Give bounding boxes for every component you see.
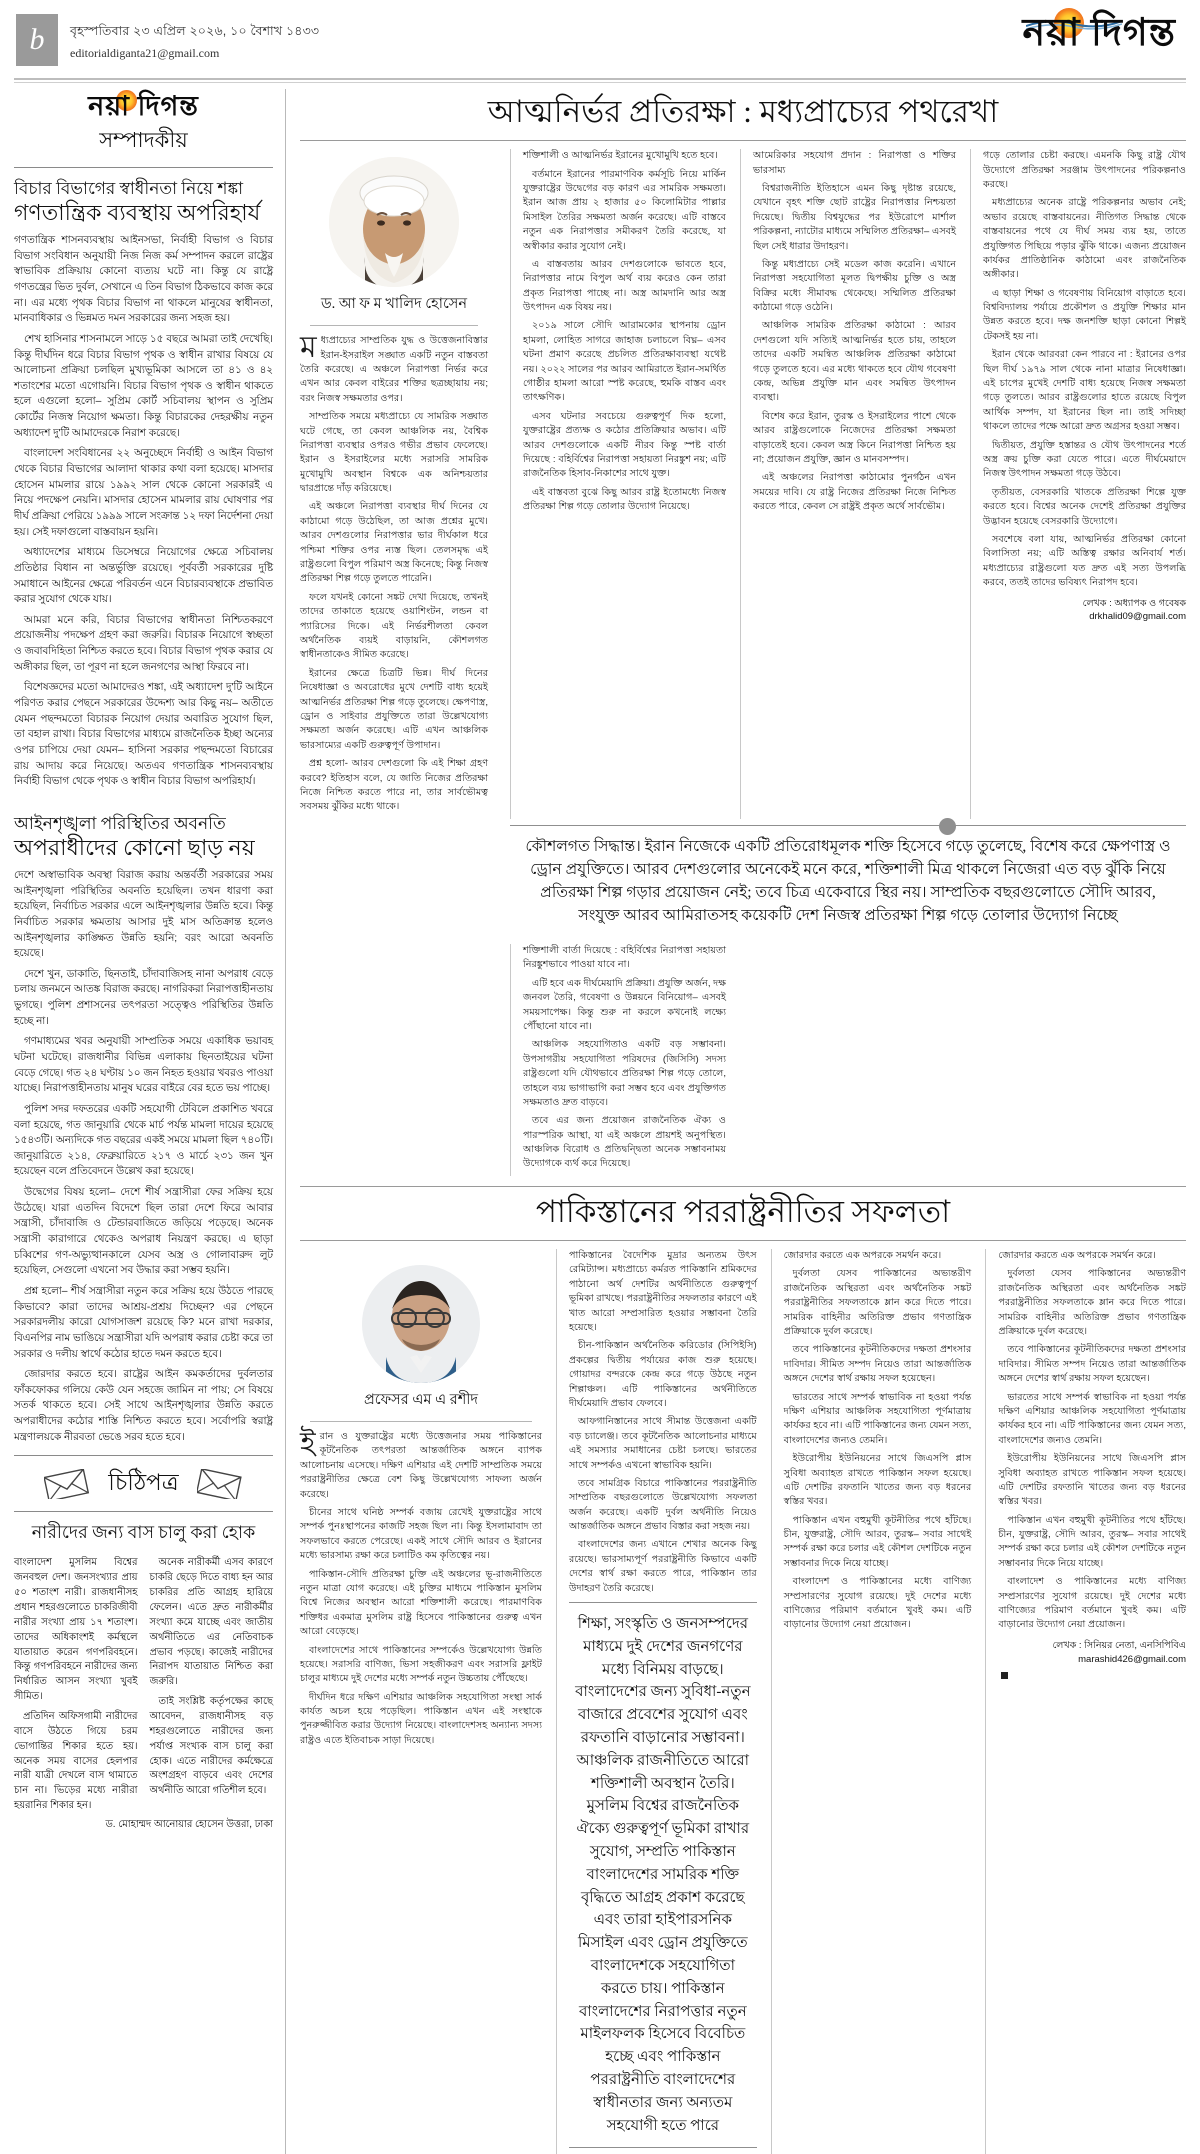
editorial-body <box>14 233 273 790</box>
paragraph: দ্বিতীয়ত, প্রযুক্তি হস্তান্তর ও যৌথ উৎপাদনের শর্তে অস্ত্র ক্রয় চুক্তি করা যেতে পারে। এতে দীর্ঘমেয়াদে নিজস্ব উৎপাদন সক্ষমতা গড়ে উঠবে। <box>983 439 1186 480</box>
brand-name: নয়া দিগন্ত <box>1022 12 1176 54</box>
editorial-section-label: সম্পাদকীয় <box>99 128 188 152</box>
paragraph: এ ছাড়া শিক্ষা ও গবেষণায় বিনিয়োগ বাড়াতে হবে। বিশ্ববিদ্যালয় পর্যায়ে প্রকৌশল ও প্রযুক্তি শিক্ষার মান উন্নত করতে হবে। দক্ষ জনশক্তি ছাড়া কোনো শিল্পই টেকসই হয় না। <box>983 287 1186 342</box>
editorial-item <box>14 813 273 1446</box>
paragraph: বিশ্বরাজনীতি ইতিহাসে এমন কিছু দৃষ্টান্ত রয়েছে, যেখানে বৃহৎ শক্তি ছোট রাষ্ট্রের নিরাপত্তার নিশ্চয়তা দিয়েছে। দ্বিতীয় বিশ্বযুদ্ধের পর ইউরোপে মার্শাল পরিকল্পনা, ন্যাটোর মাধ্যমে সম্মিলিত প্রতিরক্ষা– এসবই ছিল সেই ধারার উদাহরণ। <box>753 182 956 252</box>
paragraph: বাংলাদেশ মুসলিম বিশ্বের জনবহুল দেশ। জনসংখ্যার প্রায় ৫০ শতাংশ নারী। রাজধানীসহ প্রধান শহরগুলোতে চাকরিজীবী নারীর সংখ্যা প্রায় ১৭ শতাংশ। তাদের অধিকাংশই কর্মস্থলে যাতায়াত করেন গণপরিবহনে। কিন্তু গণপরিবহনে নারীদের জন্য নির্ধারিত আসন সংখ্যা খুবই সীমিত। <box>14 1557 138 1703</box>
paragraph: এ বাস্তবতায় আরব দেশগুলোকে ভাবতে হবে, নিরাপত্তার নামে বিপুল অর্থ ব্যয় করেও কেন তারা প্রকৃত নিরাপত্তা পাচ্ছে না। অস্ত্র আমদানি আর অস্ত্র উৎপাদন এক বিষয় নয়। <box>523 258 726 314</box>
paragraph: শক্তিশালী ও আত্মনির্ভর ইরানের মুখোমুখি হতে হবে। <box>523 150 718 162</box>
author-name: ড. আ ফ ম খালিদ হোসেন <box>320 296 468 313</box>
paragraph: ভারতের সাথে সম্পর্ক স্বাভাবিক না হওয়া পর্যন্ত দক্ষিণ এশিয়ার আঞ্চলিক সহযোগিতা পূর্ণমাত্রায় কার্যকর হবে না। এটি পাকিস্তানের জন্য যেমন সত্য, বাংলাদেশের জন্যও তেমনি। <box>783 1391 972 1446</box>
masthead-left <box>16 14 319 66</box>
paragraph: দুর্বলতা যেসব পাকিস্তানের অভ্যন্তরীণ রাজনৈতিক অস্থিরতা এবং অর্থনৈতিক সঙ্কট পররাষ্ট্রনীতির সফলতাকে ম্লান করে দিতে পারে। সামরিক বাহিনীর অতিরিক্ত প্রভাব গণতান্ত্রিক প্রক্রিয়াকে দুর্বল করেছে। <box>998 1268 1186 1337</box>
paragraph: ইরান থেকে আরবরা কেন পারবে না : ইরানের ওপর ছিল দীর্ঘ ১৯৭৯ সাল থেকে নানা মাত্রার নিষেধাজ্ঞা। এই চাপের মুখেই দেশটি বাধ্য হয়েছে নিজস্ব সক্ষমতা গড়ে তুলতে। আরব রাষ্ট্রগুলোর হাতে রয়েছে বিপুল আর্থিক সম্পদ, যা ইরানের ছিল না। তাই সদিচ্ছা থাকলে তাদের পক্ষে আরো দ্রুত অগ্রসর হওয়া সম্ভব। <box>983 349 1186 433</box>
pullquote2-text: শিক্ষা, সংস্কৃতি ও জনসম্পদের মাধ্যমে দুই দেশের জনগণের মধ্যে বিনিময় বাড়ছে। বাংলাদেশের জন্য সুবিধা-নতুন বাজারে প্রবেশের সুযোগ এবং রফতানি বাড়ানোর সম্ভাবনা। আঞ্চলিক রাজনীতিতে আরো শক্তিশালী অবস্থান তৈরি। মুসলিম বিশ্বের রাজনৈতিক ঐক্যে গুরুত্বপূর্ণ ভূমিকা রাখার সুযোগ, সম্প্রতি পাকিস্তান বাংলাদেশের সামরিক শক্তি বৃদ্ধিতে আগ্রহ প্রকাশ করেছে এবং তারা হাইপারসনিক মিসাইল এবং ড্রোন প্রযুক্তিতে বাংলাদেশকে সহযোগিতা করতে চায়। পাকিস্তান বাংলাদেশের নিরাপত্তার নতুন মাইলফলক হিসেবে বিবেচিত হচ্ছে এবং পাকিস্তান পররাষ্ট্রনীতি বাংলাদেশের স্বাধীনতার জন্য অন্যতম সহযোগী হতে পারে <box>575 1616 751 2134</box>
paragraph: আমেরিকার সহযোগ প্রদান : নিরাপত্তা ও শক্তির ভারসাম্য <box>753 150 956 176</box>
letter-item <box>14 1520 273 1832</box>
article2-title: পাকিস্তানের পররাষ্ট্রনীতির সফলতা <box>535 1193 951 1229</box>
editorial-body <box>14 868 273 1445</box>
letters-divider-bottom <box>14 1511 273 1512</box>
paragraph: চীনের সাথে ঘনিষ্ঠ সম্পর্ক বজায় রেখেই যুক্তরাষ্ট্রের সাথে সম্পর্ক পুনঃস্থাপনের কাজটি সহজ ছিল না। কিন্তু ইসলামাবাদ তা সফলভাবে করতে পেরেছে। একই সাথে সৌদি আরব ও ইরানের মধ্যে ভারসাম্য রক্ষা করে চলাটিও কম কৃতিত্বের নয়। <box>300 1507 542 1562</box>
author-contact-email: marashid426@gmail.com <box>1078 1653 1186 1665</box>
paragraph: আঞ্চলিক সহযোগিতাও একটি বড় সম্ভাবনা। উপসাগরীয় সহযোগিতা পরিষদের (জিসিসি) সদস্য রাষ্ট্রগুলো যদি যৌথভাবে প্রতিরক্ষা শিল্প গড়ে তোলে, তাহলে ব্যয় ভাগাভাগি করা সম্ভব হবে এবং প্রযুক্তিগত সক্ষমতাও দ্রুত বাড়বে। <box>523 1039 726 1108</box>
paragraph: এটি হবে এক দীর্ঘমেয়াদি প্রক্রিয়া। প্রযুক্তি অর্জন, দক্ষ জনবল তৈরি, গবেষণা ও উন্নয়নে বিনিয়োগ– এসবই সময়সাপেক্ষ। কিন্তু শুরু না করলে কখনোই লক্ষ্যে পৌঁছানো যাবে না। <box>523 977 726 1032</box>
byline-divider <box>310 325 478 326</box>
letters-divider-top <box>14 1455 273 1456</box>
editorial-column <box>14 89 286 2154</box>
paragraph: জোরদার করতে এক অপরকে সমর্থন করে। <box>998 1250 1156 1262</box>
pullquote-rule-top <box>510 825 1186 826</box>
paragraph: বিশেষজ্ঞদের মতো আমাদেরও শঙ্কা, এই অধ্যাদেশ দু'টি আইনে পরিণত করার পেছনে সরকারের উদ্দেশ্য আর কিছু নয়– অতীতে যেমন পছন্দমতো বিচারক নিয়োগ দেয়ার অবারিত সুযোগ ছিল, তা বহাল রাখা। বিচার বিভাগের মাধ্যমে রাজনৈতিক ইচ্ছা অন্যের ওপর চাপিয়ে দেয়া যেমন– হাসিনা সরকার পছন্দমতো বিচারের রায় আদায় করে নিয়েছে। অতএব গণতান্ত্রিক শাসনব্যবস্থায় নির্বাহী বিভাগ থেকে পৃথক ও স্বাধীন বিচার বিভাগ অপরিহার্য। <box>14 682 273 788</box>
end-mark-icon <box>1001 1672 1008 1679</box>
article2-divider-top <box>300 1186 1186 1187</box>
paragraph: ফলে যখনই কোনো সঙ্কট দেখা দিয়েছে, তখনই তাদের তাকাতে হয়েছে ওয়াশিংটন, লন্ডন বা প্যারিসের দিকে। এই নির্ভরশীলতা কেবল অর্থনৈতিক ব্যয়ই বাড়ায়নি, কৌশলগত স্বাধীনতাকেও সীমিত করেছে। <box>300 591 488 661</box>
brand-logo <box>1022 14 1176 52</box>
paragraph: তবে পাকিস্তানের কূটনীতিকদের দক্ষতা প্রশংসার দাবিদার। সীমিত সম্পদ নিয়েও তারা আন্তর্জাতিক অঙ্গনে দেশের স্বার্থ রক্ষায় সফল হয়েছেন। <box>998 1344 1186 1385</box>
paragraph: তাই সংশ্লিষ্ট কর্তৃপক্ষের কাছে আবেদন, রাজধানীসহ বড় শহরগুলোতে নারীদের জন্য পর্যাপ্ত সংখ্যক বাস চালু করা হোক। এতে নারীদের কর্মক্ষেত্রে অংশগ্রহণ বাড়বে এবং দেশের অর্থনীতি আরো গতিশীল হবে। <box>149 1696 273 1797</box>
author-credit: লেখক : অধ্যাপক ও গবেষক <box>1082 597 1186 609</box>
pullquote2-rule-bottom <box>569 2147 757 2148</box>
editorial-brand-name: নয়া দিগন্ত <box>88 91 199 121</box>
paragraph: বাংলাদেশ সংবিধানের ২২ অনুচ্ছেদে নির্বাহী ও আইন বিভাগ থেকে বিচার বিভাগের আলাদা থাকার কথা বলা হয়েছে। মাসদার হোসেন মামলার রায়ে ১৯৯২ সাল থেকে কোনো সরকারই এ নিয়ে পদক্ষেপ নেয়নি। মাসদার হোসেন মামলার রায় ঘোষণার পর দীর্ঘ প্রক্রিয়া পেরিয়ে ১৯৯৯ সালে সংক্রান্ত ১২ দফা নির্দেশনা দেয়া হয়। সেই দফাগুলো বাস্তবায়ন হয়নি। <box>14 448 273 538</box>
envelope-icon <box>44 1469 90 1499</box>
publisher-mark-icon: b <box>16 14 58 66</box>
masthead-dateline <box>70 14 319 61</box>
paragraph: পাকিস্তান এখন বহুমুখী কূটনীতির পথে হাঁটছে। চীন, যুক্তরাষ্ট্র, সৌদি আরব, তুরস্ক– সবার সাথেই সম্পর্ক রক্ষা করে চলার এই কৌশল দেশটিকে নতুন সম্ভাবনার দিকে নিয়ে যাচ্ছে। <box>998 1514 1186 1569</box>
paragraph: আফগানিস্তানের সাথে সীমান্ত উত্তেজনা একটি বড় চ্যালেঞ্জ। তবে কূটনৈতিক আলোচনার মাধ্যমে এই সমস্যার সমাধানের চেষ্টা চলছে। ভারতের সাথে সম্পর্কও এখনো স্বাভাবিক হয়নি। <box>569 1416 757 1471</box>
article-column-2-continued <box>510 944 726 1176</box>
masthead-divider <box>14 78 1186 80</box>
article-title-divider <box>300 140 1186 141</box>
article-column-text <box>523 149 726 514</box>
paragraph: অনেক নারীকর্মী এসব কারণে চাকরি ছেড়ে দিতে বাধ্য হন আর চাকরির প্রতি আগ্রহ হারিয়ে ফেলেন। এতে দ্রুত নারীকর্মীর সংখ্যা কমে যাচ্ছে এবং জাতীয় অর্থনীতিতে এর নেতিবাচক প্রভাব পড়ছে। কাজেই নারীদের নিরাপদ যাতায়াত নিশ্চিত করা জরুরি। <box>149 1557 273 1688</box>
article-byline <box>300 149 496 819</box>
paragraph: শেখ হাসিনার শাসনামলে সাড়ে ১৫ বছরে আমরা তাই দেখেছি। কিন্তু দীর্ঘদিন ধরে বিচার বিভাগ পৃথক ও স্বাধীন রাখার বিষয়ে যে আলোচনা প্রক্রিয়া চলছিল মুখ্যভূমিকা আসলে তা ৪১ ও ৪২ শতাংশের মতো এগোয়নি। বিচার বিভাগ পৃথক ও স্বাধীন থাকতে হলে এগুলো হলো– সুপ্রিম কোর্ট সচিবালয় স্থাপন ও সুপ্রিম কোর্টের নিজস্ব নিয়োগ ক্ষমতা। কিন্তু বিচারকের দেহরক্ষীয় নতুন অধ্যাদেশ দু'টি আমাদেরকে নিরাশ করেছে। <box>14 333 273 439</box>
article2-column-text <box>998 1249 1186 1633</box>
author-footer <box>983 597 1186 625</box>
letter-title: নারীদের জন্য বাস চালু করা হোক <box>31 1522 256 1543</box>
letter-body <box>14 1556 273 1814</box>
paragraph: পাকিস্তান-সৌদি প্রতিরক্ষা চুক্তি এই অঞ্চলের ভূ-রাজনীতিতে নতুন মাত্রা যোগ করেছে। এই চুক্তির মাধ্যমে পাকিস্তান মুসলিম বিশ্বে নিজের অবস্থান আরো শক্তিশালী করেছে। পারমাণবিক শক্তিধর একমাত্র মুসলিম রাষ্ট্র হিসেবে পাকিস্তানের গুরুত্ব এখন আরো বেড়েছে। <box>300 1568 542 1638</box>
author-name: প্রফেসর এম এ রশীদ <box>363 1392 479 1409</box>
byline-divider <box>310 1421 532 1422</box>
pullquote2-rule-top <box>569 1602 757 1603</box>
page-grid <box>14 89 1186 2134</box>
paragraph: ভারতের সাথে সম্পর্ক স্বাভাবিক না হওয়া পর্যন্ত দক্ষিণ এশিয়ার আঞ্চলিক সহযোগিতা পূর্ণমাত্রায় কার্যকর হবে না। এটি পাকিস্তানের জন্য যেমন সত্য, বাংলাদেশের জন্যও তেমনি। <box>998 1391 1186 1446</box>
article-lede <box>300 331 488 815</box>
articles-column <box>286 89 1186 2154</box>
paragraph: ইউরোপীয় ইউনিয়নের সাথে জিএসপি প্লাস সুবিধা অব্যাহত রাখতে পাকিস্তান সফল হয়েছে। এটি দেশটির রফতানি খাতের জন্য বড় ধরনের স্বস্তির খবর। <box>783 1453 972 1508</box>
paragraph: পুলিশ সদর দফতরের একটি সহযোগী টেবিলে প্রকাশিত খবরে বলা হয়েছে, গত জানুয়ারি থেকে মার্চ পর্যন্ত মামলা দায়ের হয়েছে ১৫৪৩টি। অন্যদিকে গত বছরের একই সময়ে মামলা ছিল ৭৪০টি। জানুয়ারিতে ২১৪, ফেব্রুয়ারিতে ২১৭ ও মার্চে ২৩১ জন খুন হয়েছেন বলে প্রতিবেদনে উল্লেখ করা হয়েছে। <box>14 1103 273 1178</box>
article-main <box>300 89 1186 1176</box>
paragraph: এই বাস্তবতা বুঝে কিছু আরব রাষ্ট্র ইতোমধ্যে নিজস্ব প্রতিরক্ষা শিল্প গড়ে তোলার উদ্যোগ নিয়েছে। <box>523 486 726 513</box>
paragraph: দেশে খুন, ডাকাতি, ছিনতাই, চাঁদাবাজিসহ নানা অপরাধ বেড়ে চলায় জনমনে আতঙ্ক বিরাজ করছে। নাগরিকরা নিরাপত্তাহীনতায় ভুগছে। পুলিশ প্রশাসনের তৎপরতা সত্ত্বেও পরিস্থিতির উন্নতি হচ্ছে না। <box>14 968 273 1027</box>
paragraph: জোরদার করতে এক অপরকে সমর্থন করে। <box>783 1250 942 1262</box>
article-column-text <box>983 149 1186 590</box>
pullquote-block <box>510 825 1186 936</box>
paragraph: এই অঞ্চলে নিরাপত্তা ব্যবস্থার দীর্ঘ দিনের যে কাঠামো গড়ে উঠেছিল, তা আজ প্রশ্নের মুখে। আরব দেশগুলোর নিরাপত্তার ভার দীর্ঘকাল ধরে পশ্চিমা শক্তির ওপর ন্যস্ত ছিল। তেলসমৃদ্ধ এই রাষ্ট্রগুলো বিপুল পরিমাণ অস্ত্র কিনেছে; কিন্তু নিজস্ব প্রতিরক্ষা শিল্প গড়ে তুলতে পারেনি। <box>300 501 488 585</box>
author-credit: লেখক : সিনিয়র নেতা, এনসিপিবিএ <box>1052 1639 1186 1651</box>
paragraph: তবে পাকিস্তানের কূটনীতিকদের দক্ষতা প্রশংসার দাবিদার। সীমিত সম্পদ নিয়েও তারা আন্তর্জাতিক অঙ্গনে দেশের স্বার্থ রক্ষায় সফল হয়েছেন। <box>783 1344 972 1385</box>
letters-header <box>14 1462 273 1507</box>
paragraph: প্রশ্ন হলো- আরব দেশগুলো কি এই শিক্ষা গ্রহণ করবে? ইতিহাস বলে, যে জাতি নিজের প্রতিরক্ষা নিজে নিশ্চিত করতে পারে না, তার সার্বভৌমত্ব সবসময় ঝুঁকির মধ্যে থাকে। <box>300 758 488 813</box>
envelope-icon <box>197 1469 243 1499</box>
paragraph: প্রশ্ন হলো– শীর্ষ সন্ত্রাসীরা নতুন করে সক্রিয় হয়ে উঠতে পারছে কিভাবে? কারা তাদের আশ্রয়-প্রশ্রয় দিচ্ছেন? এর পেছনে সরকারদলীয় কারো যোগসাজশ রয়েছে কি? মনে রাখা দরকার, বিএনপির নাম ভাঙিয়ে সন্ত্রাসীরা যদি অপরাধ করার চেষ্টা করে তা সরকার ও দলীয় স্বার্থে কঠোর হাতে দমন করতে হবে। <box>14 1285 273 1360</box>
paragraph: শক্তিশালী বার্তা দিয়েছে : বহির্বিশ্বের নিরাপত্তা সহায়তা নিরঙ্কুশভাবে পাওয়া যাবে না। <box>523 945 726 971</box>
paragraph: দুর্বলতা যেসব পাকিস্তানের অভ্যন্তরীণ রাজনৈতিক অস্থিরতা এবং অর্থনৈতিক সঙ্কট পররাষ্ট্রনীতির সফলতাকে ম্লান করে দিতে পারে। সামরিক বাহিনীর অতিরিক্ত প্রভাব গণতান্ত্রিক প্রক্রিয়াকে দুর্বল করেছে। <box>783 1268 972 1337</box>
paragraph: তবে সামগ্রিক বিচারে পাকিস্তানের পররাষ্ট্রনীতি সাম্প্রতিক বছরগুলোতে উল্লেখযোগ্য সফলতা অর্জন করেছে। একটি দুর্বল অর্থনীতি নিয়েও আন্তর্জাতিক অঙ্গনে প্রভাব বিস্তার করা সহজ নয়। <box>569 1477 757 1533</box>
article2-column-3 <box>771 1249 972 2154</box>
author-portrait <box>329 157 459 287</box>
paragraph: তবে এর জন্য প্রয়োজন রাজনৈতিক ঐক্য ও পারস্পরিক আস্থা, যা এই অঞ্চলে প্রায়শই অনুপস্থিত। আঞ্চলিক বিরোধ ও প্রতিদ্বন্দ্বিতা অনেক সম্ভাবনাময় উদ্যোগকে ব্যর্থ করে দিয়েছে। <box>523 1115 726 1170</box>
paragraph: এই অঞ্চলের নিরাপত্তা কাঠামোর পুনর্গঠন এখন সময়ের দাবি। যে রাষ্ট্র নিজের প্রতিরক্ষা নিজে নিশ্চিত করতে পারে, কেবল সে রাষ্ট্রই প্রকৃত অর্থে সার্বভৌম। <box>753 472 956 513</box>
paragraph: অধ্যাদেশের মাধ্যমে ডিসেম্বরে নিয়োগের ক্ষেত্রে সচিবালয় প্রতিষ্ঠার বিধান না অন্তর্ভুক্তি রয়েছে। পূর্ববর্তী সরকারের দুষ্টি সমাধানে আইনের ক্ষেত্রে পরিবর্তন এনে বিচারব্যবস্থাকে প্রভাবিত করার সুযোগ থেকে যায়। <box>14 547 273 606</box>
paragraph: আঞ্চলিক সামরিক প্রতিরক্ষা কাঠামো : আরব দেশগুলো যদি সত্যিই আত্মনির্ভর হতে চায়, তাহলে তাদের একটি সমন্বিত আঞ্চলিক প্রতিরক্ষা কাঠামো গড়ে তুলতে হবে। এর মধ্যে থাকতে হবে যৌথ গবেষণা কেন্দ্র, অভিন্ন প্রযুক্তি মান এবং সমন্বিত উৎপাদন ব্যবস্থা। <box>753 320 956 404</box>
publication-date: বৃহস্পতিবার ২৩ এপ্রিল ২০২৬, ১০ বৈশাখ ১৪৩৩ <box>70 24 320 38</box>
paragraph: জোরদার করতে হবে। রাষ্ট্রের আইন কমকর্তাদের দুর্বলতার ফাঁকফোকর গলিয়ে কেউ যেন সহজে জামিন না পায়; সে বিষয়ে সতর্ক থাকতে হবে। সেই সাথে আইনশৃঙ্খলার উন্নতি করতে অপরাধীদের কঠোর শাস্তি নিশ্চিত করতে হবে। সর্বোপরি স্বরাষ্ট্র মন্ত্রণালয়কে নীরবতা ভেঙে সরব হতে হবে। <box>14 1369 273 1443</box>
editorial-email: editorialdiganta21@gmail.com <box>70 46 220 60</box>
editorial-kicker: আইনশৃঙ্খলা পরিস্থিতির অবনতি <box>14 813 226 833</box>
article2-column-2 <box>556 1249 757 2154</box>
paragraph: গণতান্ত্রিক শাসনব্যবস্থায় আইনসভা, নির্বাহী বিভাগ ও বিচার বিভাগ সংবিধান অনুযায়ী নিজ নিজ কর্ম সম্পাদন করলে রাষ্ট্রের স্বাভাবিক প্রক্রিয়ায় কোনো ব্যত্যয় ঘটে না। কিন্তু যে রাষ্ট্রে গণতন্ত্রের ভিত দুর্বল, সেখানে এ তিন বিভাগ ঠিকভাবে কাজ করে না। এর মধ্যে পৃথক বিচার বিভাগ না থাকলে মানুষের স্বাধীনতা, মানবাধিকার ও ভিন্নমত দমন সরকারের জন্য সহজ হয়। <box>14 235 273 325</box>
paragraph: গণমাধ্যমের খবর অনুযায়ী সাম্প্রতিক সময়ে একাধিক ভয়াবহ ঘটনা ঘটেছে। রাজধানীর বিভিন্ন এলাকায় ছিনতাইয়ের ঘটনা বেড়ে গেছে। গত ২৪ ঘণ্টায় ১০ জন নিহত হওয়ার খবরও পাওয়া যাচ্ছে। নিরাপত্তাহীনতায় মানুষ ঘরের বাইরে বের হতে ভয় পাচ্ছে। <box>14 1036 273 1095</box>
masthead-right <box>1022 14 1182 52</box>
article-column-4 <box>970 149 1186 819</box>
editorial-title: অপরাধীদের কোনো ছাড় নয় <box>14 835 255 861</box>
letters-section-title: চিঠিপত্র <box>108 1470 179 1496</box>
article2-title-divider <box>300 1240 1186 1241</box>
paragraph: তৃতীয়ত, বেসরকারি খাতকে প্রতিরক্ষা শিল্পে যুক্ত করতে হবে। বিশ্বের অনেক দেশেই প্রতিরক্ষা প্রযুক্তির উদ্ভাবন হয়েছে বেসরকারি উদ্যোগে। <box>983 486 1186 527</box>
paragraph: ২০১৯ সালে সৌদি আরামকোর স্থাপনায় ড্রোন হামলা, লোহিত সাগরে জাহাজ চলাচলে বিঘ্ন– এসব ঘটনা প্রমাণ করেছে প্রচলিত প্রতিরক্ষাব্যবস্থা যথেষ্ট নয়। ২০২২ সালের পর আরব আমিরাতে ইরান-সমর্থিত গোষ্ঠীর হামলা আরো স্পষ্ট করেছে, হুমকি বাস্তব এবং তাৎক্ষণিক। <box>523 320 726 404</box>
paragraph: পাকিস্তান এখন বহুমুখী কূটনীতির পথে হাঁটছে। চীন, যুক্তরাষ্ট্র, সৌদি আরব, তুরস্ক– সবার সাথেই সম্পর্ক রক্ষা করে চলার এই কৌশল দেশটিকে নতুন সম্ভাবনার দিকে নিয়ে যাচ্ছে। <box>783 1514 972 1569</box>
editorial-title: গণতান্ত্রিক ব্যবস্থায় অপরিহার্য <box>14 200 261 226</box>
paragraph: বাংলাদেশের জন্য এখানে শেখার অনেক কিছু রয়েছে। ভারসাম্যপূর্ণ পররাষ্ট্রনীতি কিভাবে একটি দেশের স্বার্থ রক্ষা করতে পারে, পাকিস্তান তার উদাহরণ তৈরি করেছে। <box>569 1539 757 1594</box>
paragraph: বাংলাদেশের সাথে পাকিস্তানের সম্পর্কেও উল্লেখযোগ্য উন্নতি হয়েছে। সরাসরি বাণিজ্য, ভিসা সহজীকরণ এবং সরাসরি ফ্লাইট চালুর মাধ্যমে দুই দেশের মধ্যে সম্পর্ক নতুন উচ্চতায় পৌঁছেছে। <box>300 1644 542 1685</box>
paragraph: উদ্বেগের বিষয় হলো– দেশে শীর্ষ সন্ত্রাসীরা ফের সক্রিয় হয়ে উঠেছে। যারা এতদিন বিদেশে ছিল তারা দেশে ফিরে আবার সন্ত্রাসী, চাঁদাবাজি ও টেন্ডারবাজিতে জড়িয়ে পড়েছে। অনেক সন্ত্রাসী কারাগারে থেকেও অপরাধ নিয়ন্ত্রণ করছে। এ ছাড়া চব্বিশের গণ-অভ্যুত্থানকালে যেসব অস্ত্র ও গোলাবারুদ লুট হয়েছিল, সেগুলো এখনো সব উদ্ধার করা সম্ভব হয়নি। <box>14 1187 273 1277</box>
paragraph: সবশেষে বলা যায়, আত্মনির্ভর প্রতিরক্ষা কোনো বিলাসিতা নয়; এটি অস্তিত্ব রক্ষার অনিবার্য শর্ত। মধ্যপ্রাচ্যের রাষ্ট্রগুলো যত দ্রুত এই সত্য উপলব্ধি করবে, ততই তাদের ভবিষ্যৎ নিরাপদ হবে। <box>983 533 1186 589</box>
article-column-3 <box>740 149 956 819</box>
paragraph: মধ্যপ্রাচ্যের অনেক রাষ্ট্রে পরিকল্পনার অভাব নেই; অভাব রয়েছে বাস্তবায়নের। নীতিগত সিদ্ধান্ত থেকে বাস্তবায়নের পথে যে দীর্ঘ সময় ব্যয় হয়, তাতে প্রযুক্তিগত পিছিয়ে পড়ার ঝুঁকি থাকে। এজন্য প্রয়োজন কার্যকর প্রাতিষ্ঠানিক কাঠামো এবং রাজনৈতিক অঙ্গীকার। <box>983 197 1186 281</box>
author-portrait <box>362 1265 480 1383</box>
paragraph: প্রতিদিন অফিসগামী নারীদের বাসে উঠতে গিয়ে চরম ভোগান্তির শিকার হতে হয়। অনেক সময় বাসের হেলপার নারী যাত্রী দেখলে বাস থামাতে চান না। ভিড়ের মধ্যে নারীরা হয়রানির শিকার হন। <box>14 1710 138 1812</box>
paragraph: চীন-পাকিস্তান অর্থনৈতিক করিডোর (সিপিইসি) প্রকল্পের দ্বিতীয় পর্যায়ের কাজ শুরু হয়েছে। গোয়াদর বন্দরকে কেন্দ্র করে গড়ে উঠছে নতুন শিল্পাঞ্চল। এটি পাকিস্তানের অর্থনীতিতে দীর্ঘমেয়াদি প্রভাব ফেলবে। <box>569 1340 757 1409</box>
paragraph: বিশেষ করে ইরান, তুরস্ক ও ইসরাইলের পাশে থেকে আরব রাষ্ট্রগুলোকে নিজেদের প্রতিরক্ষা সক্ষমতা বাড়াতেই হবে। কেবল অস্ত্র কিনে নিরাপত্তা নিশ্চিত হয় না; প্রয়োজন প্রযুক্তি, জ্ঞান ও মানবসম্পদ। <box>753 410 956 465</box>
article-column-text <box>523 944 726 1172</box>
article-column-text <box>753 149 956 514</box>
paragraph: গড়ে তোলার চেষ্টা করছে। এমনকি কিছু রাষ্ট্র যৌথ উদ্যোগে প্রতিরক্ষা সরঞ্জাম উৎপাদনের পরিকল্পনাও করছে। <box>983 150 1186 190</box>
pullquote-text: কৌশলগত সিদ্ধান্ত। ইরান নিজেকে একটি প্রতিরোধমূলক শক্তি হিসেবে গড়ে তুলেছে, বিশেষ করে ক্ষেপণাস্ত্র ও ড্রোন প্রযুক্তিতে। আরব দেশগুলোর অনেকেই মনে করে, শক্তিশালী মিত্র থাকলে নিজেরা এত বড় ঝুঁকি নিয়ে প্রতিরক্ষা শিল্প গড়ার প্রয়োজন নেই; তবে চিত্র একেবারে স্থির নয়। সাম্প্রতিক বছরগুলোতে সৌদি আরব, সংযুক্ত আরব আমিরাতসহ কয়েকটি দেশ নিজস্ব প্রতিরক্ষা শিল্প গড়ে তোলার উদ্যোগ নিচ্ছে <box>525 837 1171 924</box>
editorial-divider <box>14 167 273 168</box>
letter-signature: ড. মোহাম্মদ আনোয়ার হোসেন উত্তরা, ঢাকা <box>105 1818 273 1830</box>
page-masthead <box>14 12 1186 74</box>
paragraph: ইরানের ক্ষেত্রে চিত্রটি ভিন্ন। দীর্ঘ দিনের নিষেধাজ্ঞা ও অবরোধের মুখে দেশটি বাধ্য হয়েই আত্মনির্ভর প্রতিরক্ষা শিল্প গড়ে তুলেছে। ক্ষেপণাস্ত্র, ড্রোন ও সাইবার প্রযুক্তিতে তারা উল্লেখযোগ্য সক্ষমতা অর্জন করেছে। এটি এখন আঞ্চলিক ভারসাম্যের একটি গুরুত্বপূর্ণ উপাদান। <box>300 667 488 751</box>
paragraph: বাংলাদেশ ও পাকিস্তানের মধ্যে বাণিজ্য সম্প্রসারণের সুযোগ রয়েছে। দুই দেশের মধ্যে বাণিজ্যের পরিমাণ বর্তমানে খুবই কম। এটি বাড়ানোর উদ্যোগ নেয়া প্রয়োজন। <box>998 1576 1186 1631</box>
article2-column-text <box>569 1249 757 1596</box>
article2-column-text <box>784 1249 972 1633</box>
article-body-grid <box>300 149 1186 1176</box>
paragraph: ইউরোপীয় ইউনিয়নের সাথে জিএসপি প্লাস সুবিধা অব্যাহত রাখতে পাকিস্তান সফল হয়েছে। এটি দেশটির রফতানি খাতের জন্য বড় ধরনের স্বস্তির খবর। <box>998 1453 1186 1508</box>
author-footer <box>998 1639 1186 1667</box>
paragraph: সাম্প্রতিক সময়ে মধ্যপ্রাচ্যে যে সামরিক সঙ্ঘাত ঘটে গেছে, তা কেবল আঞ্চলিক নয়, বৈশ্বিক নিরাপত্তা ব্যবস্থার ওপরও গভীর প্রভাব ফেলেছে। ইরান ও ইসরাইলের মধ্যে সরাসরি সামরিক মুখোমুখি অবস্থান বিশ্বকে এক অনিশ্চয়তার দ্বারপ্রান্তে দাঁড় করিয়েছে। <box>300 411 488 495</box>
paragraph: পাকিস্তানের বৈদেশিক মুদ্রার অন্যতম উৎস রেমিট্যান্স। মধ্যপ্রাচ্যে কর্মরত পাকিস্তানি শ্রমিকদের পাঠানো অর্থ দেশটির অর্থনীতিতে গুরুত্বপূর্ণ ভূমিকা রাখছে। পররাষ্ট্রনীতির সফলতার কারণে এই খাত আরো সম্প্রসারিত হওয়ার সম্ভাবনা তৈরি হয়েছে। <box>569 1250 757 1333</box>
paragraph: আমরা মনে করি, বিচার বিভাগের স্বাধীনতা নিশ্চিতকরণে প্রয়োজনীয় পদক্ষেপ গ্রহণ করা জরুরি। বিচারক নিয়োগে স্বচ্ছতা ও জবাবদিহিতা নিশ্চিত করতে হবে। বিচার বিভাগ পৃথক করার যে অঙ্গীকার ছিল, তা পূরণ না হলে জনগণের আস্থা ফিরবে না। <box>14 614 273 673</box>
editorial-spacer <box>14 795 273 813</box>
article2-body-grid <box>300 1249 1186 2154</box>
paragraph: দেশে অস্বাভাবিক অবস্থা বিরাজ করায় অন্তর্বর্তী সরকারের সময় আইনশৃঙ্খলা পরিস্থিতির অবনতি হয়েছিল। তখন ধারণা করা হয়েছিল, নির্বাচিত সরকার এলে আইনশৃঙ্খলার উন্নতি হবে। কিন্তু নির্বাচিত সরকার ক্ষমতায় আসার দুই মাস অতিক্রান্ত হলেও আইনশৃঙ্খলার কাঙ্ক্ষিত উন্নতি হয়নি; বরং আরো অবনতি হয়েছে। <box>14 869 273 960</box>
paragraph: এসব ঘটনার সবচেয়ে গুরুত্বপূর্ণ দিক হলো, যুক্তরাষ্ট্রের প্রত্যক্ষ ও কঠোর প্রতিক্রিয়ার অভাব। এটি আরব দেশগুলোকে একটি নীরব কিন্তু স্পষ্ট বার্তা দিয়েছে : বহির্বিশ্বের নিরাপত্তা সহায়তা নিরঙ্কুশ নয়; এটি রাজনৈতিক হিসাব-নিকাশের সাথে যুক্ত। <box>523 410 726 480</box>
paragraph: দীর্ঘদিন ধরে দক্ষিণ এশিয়ার আঞ্চলিক সহযোগিতা সংস্থা সার্ক কার্যত অচল হয়ে পড়েছিল। পাকিস্তান এখন এই সংস্থাকে পুনরুজ্জীবিত করার উদ্যোগ নিয়েছে। বাংলাদেশসহ অন্যান্য সদস্য রাষ্ট্রও এতে ইতিবাচক সাড়া দিয়েছে। <box>300 1691 542 1746</box>
article-secondary <box>300 1186 1186 2154</box>
paragraph: বাংলাদেশ ও পাকিস্তানের মধ্যে বাণিজ্য সম্প্রসারণের সুযোগ রয়েছে। দুই দেশের মধ্যে বাণিজ্যের পরিমাণ বর্তমানে খুবই কম। এটি বাড়ানোর উদ্যোগ নেয়া প্রয়োজন। <box>783 1576 972 1631</box>
paragraph: কিন্তু মধ্যপ্রাচ্যে সেই মডেল কাজ করেনি। এখানে নিরাপত্তা সহযোগিতা মূলত দ্বিপক্ষীয় চুক্তি ও অস্ত্র বিক্রির মধ্যে সীমাবদ্ধ থেকেছে। সম্মিলিত প্রতিরক্ষা কাঠামো গড়ে ওঠেনি। <box>753 258 956 314</box>
paragraph: মধ্যপ্রাচ্যের সাম্প্রতিক যুদ্ধ ও উত্তেজনাবিস্তার ইরান-ইসরাইল সঙ্ঘাত একটি নতুন বাস্তবতা তৈরি করেছে। এ অঞ্চলে নিরাপত্তা নির্ভর করে এখন আর কেবল বাইরের শক্তির ছত্রচ্ছায়ায় নয়; বরং নিজস্ব সক্ষমতার ওপর। <box>300 331 488 404</box>
article2-lede <box>300 1427 542 1748</box>
article2-column-4 <box>985 1249 1186 2154</box>
article2-byline <box>300 1249 542 2154</box>
author-contact-email: drkhalid09@gmail.com <box>1089 611 1186 623</box>
editorial-item <box>14 178 273 790</box>
editorial-kicker: বিচার বিভাগের স্বাধীনতা নিয়ে শঙ্কা <box>14 179 244 198</box>
masthead-divider-secondary <box>14 82 1186 83</box>
paragraph: বর্তমানে ইরানের পারমাণবিক কর্মসূচি নিয়ে মার্কিন যুক্তরাষ্ট্রের উদ্বেগের বড় কারণ এর সামরিক সক্ষমতা। ইরান আজ প্রায় ২ হাজার ৫০ কিলোমিটার পাল্লার মিসাইল তৈরির সক্ষমতা অর্জন করেছে। এটি বাস্তবে নতুন এক নিরাপত্তার সমীকরণ তৈরি করেছে, যা অস্বীকার করার সুযোগ নেই। <box>523 168 726 252</box>
editorial-brand <box>14 89 273 120</box>
pullquote-dot-icon <box>939 818 956 835</box>
article-column-2 <box>510 149 726 819</box>
paragraph: ইরান ও যুক্তরাষ্ট্রের মধ্যে উত্তেজনার সময় পাকিস্তানের কূটনৈতিক তৎপরতা আন্তর্জাতিক অঙ্গনে ব্যাপক আলোচনায় এসেছে। দক্ষিণ এশিয়ার এই দেশটি সাম্প্রতিক সময়ে পররাষ্ট্রনীতির ক্ষেত্রে বেশ কিছু উল্লেখযোগ্য সাফল্য অর্জন করেছে। <box>300 1427 542 1500</box>
article-title: আত্মনির্ভর প্রতিরক্ষা : মধ্যপ্রাচ্যের পথরেখা <box>487 94 999 129</box>
